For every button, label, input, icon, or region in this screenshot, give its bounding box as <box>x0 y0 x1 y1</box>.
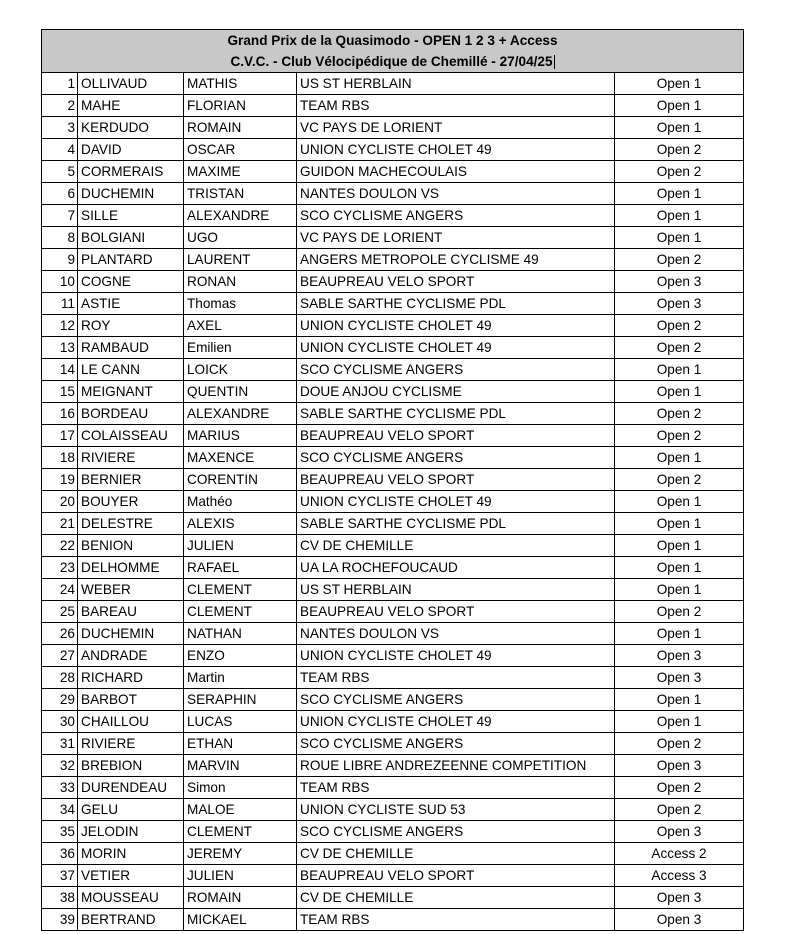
category-cell[interactable]: Open 1 <box>615 491 744 513</box>
rider-number-cell[interactable]: 11 <box>42 293 78 315</box>
header-row-subtitle <box>42 51 744 73</box>
category-cell[interactable]: Open 2 <box>615 139 744 161</box>
category-cell[interactable]: Open 2 <box>615 425 744 447</box>
rider-number-cell[interactable]: 33 <box>42 777 78 799</box>
last-name-cell[interactable]: OLLIVAUD <box>78 73 184 95</box>
table-row <box>42 777 744 799</box>
category-cell[interactable]: Open 1 <box>615 117 744 139</box>
table-row <box>42 183 744 205</box>
first-name-cell[interactable]: MATHIS <box>184 73 297 95</box>
first-name-cell[interactable]: LOICK <box>184 359 297 381</box>
club-cell[interactable]: UNION CYCLISTE CHOLET 49 <box>297 337 615 359</box>
last-name-cell[interactable]: ASTIE <box>78 293 184 315</box>
last-name-cell[interactable]: BREBION <box>78 755 184 777</box>
club-cell[interactable]: US ST HERBLAIN <box>297 73 615 95</box>
category-cell[interactable]: Open 2 <box>615 777 744 799</box>
rider-number-cell[interactable]: 19 <box>42 469 78 491</box>
table-row <box>42 117 744 139</box>
table-row <box>42 821 744 843</box>
first-name-cell[interactable]: ROMAIN <box>184 887 297 909</box>
category-cell[interactable]: Open 2 <box>615 249 744 271</box>
table-row <box>42 403 744 425</box>
category-cell[interactable]: Open 3 <box>615 887 744 909</box>
club-cell[interactable]: SABLE SARTHE CYCLISME PDL <box>297 513 615 535</box>
club-cell[interactable]: GUIDON MACHECOULAIS <box>297 161 615 183</box>
club-cell[interactable]: TEAM RBS <box>297 667 615 689</box>
club-cell[interactable]: SCO CYCLISME ANGERS <box>297 821 615 843</box>
last-name-cell[interactable]: MEIGNANT <box>78 381 184 403</box>
last-name-cell[interactable]: PLANTARD <box>78 249 184 271</box>
club-cell[interactable]: VC PAYS DE LORIENT <box>297 117 615 139</box>
rider-number-cell[interactable]: 37 <box>42 865 78 887</box>
last-name-cell[interactable]: JELODIN <box>78 821 184 843</box>
rider-number-cell[interactable]: 25 <box>42 601 78 623</box>
first-name-cell[interactable]: QUENTIN <box>184 381 297 403</box>
first-name-cell[interactable]: UGO <box>184 227 297 249</box>
club-cell[interactable]: TEAM RBS <box>297 95 615 117</box>
last-name-cell[interactable]: CORMERAIS <box>78 161 184 183</box>
first-name-cell[interactable]: CLEMENT <box>184 601 297 623</box>
club-cell[interactable]: CV DE CHEMILLE <box>297 535 615 557</box>
table-row <box>42 667 744 689</box>
first-name-cell[interactable]: ALEXANDRE <box>184 403 297 425</box>
last-name-cell[interactable]: RIVIERE <box>78 733 184 755</box>
club-cell[interactable]: SABLE SARTHE CYCLISME PDL <box>297 403 615 425</box>
category-cell[interactable]: Open 3 <box>615 293 744 315</box>
category-cell[interactable]: Access 2 <box>615 843 744 865</box>
last-name-cell[interactable]: COGNE <box>78 271 184 293</box>
last-name-cell[interactable]: CHAILLOU <box>78 711 184 733</box>
table-row <box>42 491 744 513</box>
club-cell[interactable]: SCO CYCLISME ANGERS <box>297 733 615 755</box>
table-row <box>42 293 744 315</box>
category-cell[interactable]: Open 2 <box>615 799 744 821</box>
sheet-subtitle-cell[interactable] <box>42 51 744 73</box>
last-name-cell[interactable]: DUCHEMIN <box>78 623 184 645</box>
first-name-cell[interactable]: SERAPHIN <box>184 689 297 711</box>
club-cell[interactable]: BEAUPREAU VELO SPORT <box>297 425 615 447</box>
club-cell[interactable]: BEAUPREAU VELO SPORT <box>297 271 615 293</box>
rider-number-cell[interactable]: 8 <box>42 227 78 249</box>
first-name-cell[interactable]: CORENTIN <box>184 469 297 491</box>
category-cell[interactable]: Access 3 <box>615 865 744 887</box>
first-name-cell[interactable]: ETHAN <box>184 733 297 755</box>
rider-number-cell[interactable]: 1 <box>42 73 78 95</box>
category-cell[interactable]: Open 3 <box>615 755 744 777</box>
last-name-cell[interactable]: BORDEAU <box>78 403 184 425</box>
text-cursor <box>554 55 555 69</box>
club-cell[interactable]: CV DE CHEMILLE <box>297 843 615 865</box>
category-cell[interactable]: Open 2 <box>615 469 744 491</box>
table-row <box>42 689 744 711</box>
first-name-cell[interactable]: MAXIME <box>184 161 297 183</box>
rider-number-cell[interactable]: 5 <box>42 161 78 183</box>
table-row <box>42 887 744 909</box>
table-row <box>42 359 744 381</box>
category-cell[interactable]: Open 1 <box>615 623 744 645</box>
club-cell[interactable]: TEAM RBS <box>297 909 615 931</box>
table-row <box>42 205 744 227</box>
first-name-cell[interactable]: MARVIN <box>184 755 297 777</box>
rider-number-cell[interactable]: 13 <box>42 337 78 359</box>
first-name-cell[interactable]: TRISTAN <box>184 183 297 205</box>
last-name-cell[interactable]: BOLGIANI <box>78 227 184 249</box>
table-row <box>42 513 744 535</box>
last-name-cell[interactable]: DELESTRE <box>78 513 184 535</box>
table-row <box>42 381 744 403</box>
category-cell[interactable]: Open 1 <box>615 579 744 601</box>
rider-number-cell[interactable]: 28 <box>42 667 78 689</box>
category-cell[interactable]: Open 1 <box>615 513 744 535</box>
last-name-cell[interactable]: BERNIER <box>78 469 184 491</box>
first-name-cell[interactable]: JEREMY <box>184 843 297 865</box>
rider-number-cell[interactable]: 24 <box>42 579 78 601</box>
rider-number-cell[interactable]: 6 <box>42 183 78 205</box>
category-cell[interactable]: Open 3 <box>615 645 744 667</box>
table-row <box>42 425 744 447</box>
rider-number-cell[interactable]: 17 <box>42 425 78 447</box>
category-cell[interactable]: Open 2 <box>615 601 744 623</box>
rider-number-cell[interactable]: 18 <box>42 447 78 469</box>
rider-number-cell[interactable]: 27 <box>42 645 78 667</box>
first-name-cell[interactable]: CLEMENT <box>184 579 297 601</box>
table-row <box>42 711 744 733</box>
table-row <box>42 865 744 887</box>
last-name-cell[interactable]: GELU <box>78 799 184 821</box>
rider-number-cell[interactable]: 16 <box>42 403 78 425</box>
table-row <box>42 579 744 601</box>
rider-number-cell[interactable]: 14 <box>42 359 78 381</box>
table-row <box>42 447 744 469</box>
first-name-cell[interactable]: AXEL <box>184 315 297 337</box>
last-name-cell[interactable]: BARBOT <box>78 689 184 711</box>
category-cell[interactable]: Open 3 <box>615 667 744 689</box>
rider-number-cell[interactable]: 9 <box>42 249 78 271</box>
rider-number-cell[interactable]: 34 <box>42 799 78 821</box>
rider-number-cell[interactable]: 38 <box>42 887 78 909</box>
first-name-cell[interactable]: RONAN <box>184 271 297 293</box>
last-name-cell[interactable]: VETIER <box>78 865 184 887</box>
last-name-cell[interactable]: MORIN <box>78 843 184 865</box>
last-name-cell[interactable]: WEBER <box>78 579 184 601</box>
first-name-cell[interactable]: LUCAS <box>184 711 297 733</box>
club-cell[interactable]: UNION CYCLISTE CHOLET 49 <box>297 139 615 161</box>
rider-number-cell[interactable]: 23 <box>42 557 78 579</box>
category-cell[interactable]: Open 3 <box>615 909 744 931</box>
spreadsheet <box>41 29 743 931</box>
table-row <box>42 469 744 491</box>
club-cell[interactable]: SCO CYCLISME ANGERS <box>297 205 615 227</box>
club-cell[interactable]: SABLE SARTHE CYCLISME PDL <box>297 293 615 315</box>
club-cell[interactable]: BEAUPREAU VELO SPORT <box>297 865 615 887</box>
last-name-cell[interactable]: BAREAU <box>78 601 184 623</box>
last-name-cell[interactable]: COLAISSEAU <box>78 425 184 447</box>
first-name-cell[interactable]: ENZO <box>184 645 297 667</box>
club-cell[interactable]: SCO CYCLISME ANGERS <box>297 447 615 469</box>
first-name-cell[interactable]: ROMAIN <box>184 117 297 139</box>
first-name-cell[interactable]: RAFAEL <box>184 557 297 579</box>
category-cell[interactable]: Open 3 <box>615 271 744 293</box>
first-name-cell[interactable]: Emilien <box>184 337 297 359</box>
table-row <box>42 161 744 183</box>
category-cell[interactable]: Open 1 <box>615 359 744 381</box>
rider-number-cell[interactable]: 31 <box>42 733 78 755</box>
last-name-cell[interactable]: ROY <box>78 315 184 337</box>
category-cell[interactable]: Open 2 <box>615 337 744 359</box>
rider-number-cell[interactable]: 20 <box>42 491 78 513</box>
category-cell[interactable]: Open 1 <box>615 689 744 711</box>
rider-number-cell[interactable]: 15 <box>42 381 78 403</box>
table-row <box>42 95 744 117</box>
first-name-cell[interactable]: Mathéo <box>184 491 297 513</box>
category-cell[interactable]: Open 3 <box>615 821 744 843</box>
rider-number-cell[interactable]: 36 <box>42 843 78 865</box>
first-name-cell[interactable]: MALOE <box>184 799 297 821</box>
last-name-cell[interactable]: DUCHEMIN <box>78 183 184 205</box>
category-cell[interactable]: Open 1 <box>615 73 744 95</box>
club-cell[interactable]: ROUE LIBRE ANDREZEENNE COMPETITION <box>297 755 615 777</box>
first-name-cell[interactable]: Martin <box>184 667 297 689</box>
rider-number-cell[interactable]: 12 <box>42 315 78 337</box>
last-name-cell[interactable]: BERTRAND <box>78 909 184 931</box>
first-name-cell[interactable]: JULIEN <box>184 865 297 887</box>
category-cell[interactable]: Open 1 <box>615 381 744 403</box>
table-row <box>42 843 744 865</box>
rider-number-cell[interactable]: 35 <box>42 821 78 843</box>
club-cell[interactable]: UNION CYCLISTE CHOLET 49 <box>297 645 615 667</box>
first-name-cell[interactable]: MARIUS <box>184 425 297 447</box>
club-cell[interactable]: BEAUPREAU VELO SPORT <box>297 601 615 623</box>
sheet-subtitle: C.V.C. - Club Vélocipédique de Chemillé - 27/04/25 <box>230 54 553 69</box>
rider-number-cell[interactable]: 21 <box>42 513 78 535</box>
last-name-cell[interactable]: DELHOMME <box>78 557 184 579</box>
first-name-cell[interactable]: MAXENCE <box>184 447 297 469</box>
first-name-cell[interactable]: NATHAN <box>184 623 297 645</box>
table-row <box>42 799 744 821</box>
rider-number-cell[interactable]: 10 <box>42 271 78 293</box>
club-cell[interactable]: SCO CYCLISME ANGERS <box>297 359 615 381</box>
category-cell[interactable]: Open 1 <box>615 711 744 733</box>
rider-number-cell[interactable]: 22 <box>42 535 78 557</box>
table-row <box>42 249 744 271</box>
club-cell[interactable]: SCO CYCLISME ANGERS <box>297 689 615 711</box>
table-row <box>42 315 744 337</box>
category-cell[interactable]: Open 1 <box>615 95 744 117</box>
first-name-cell[interactable]: Thomas <box>184 293 297 315</box>
first-name-cell[interactable]: Simon <box>184 777 297 799</box>
first-name-cell[interactable]: ALEXANDRE <box>184 205 297 227</box>
club-cell[interactable]: NANTES DOULON VS <box>297 623 615 645</box>
last-name-cell[interactable]: RICHARD <box>78 667 184 689</box>
last-name-cell[interactable]: RIVIERE <box>78 447 184 469</box>
club-cell[interactable]: DOUE ANJOU CYCLISME <box>297 381 615 403</box>
rider-number-cell[interactable]: 39 <box>42 909 78 931</box>
table-row <box>42 535 744 557</box>
first-name-cell[interactable]: JULIEN <box>184 535 297 557</box>
rider-number-cell[interactable]: 29 <box>42 689 78 711</box>
club-cell[interactable]: UNION CYCLISTE CHOLET 49 <box>297 491 615 513</box>
table-row <box>42 623 744 645</box>
last-name-cell[interactable]: BOUYER <box>78 491 184 513</box>
first-name-cell[interactable]: LAURENT <box>184 249 297 271</box>
category-cell[interactable]: Open 1 <box>615 183 744 205</box>
category-cell[interactable]: Open 1 <box>615 447 744 469</box>
category-cell[interactable]: Open 1 <box>615 205 744 227</box>
club-cell[interactable]: BEAUPREAU VELO SPORT <box>297 469 615 491</box>
table-row <box>42 755 744 777</box>
category-cell[interactable]: Open 2 <box>615 161 744 183</box>
first-name-cell[interactable]: ALEXIS <box>184 513 297 535</box>
last-name-cell[interactable]: RAMBAUD <box>78 337 184 359</box>
table-row <box>42 337 744 359</box>
table-row <box>42 557 744 579</box>
club-cell[interactable]: ANGERS METROPOLE CYCLISME 49 <box>297 249 615 271</box>
last-name-cell[interactable]: KERDUDO <box>78 117 184 139</box>
category-cell[interactable]: Open 1 <box>615 227 744 249</box>
last-name-cell[interactable]: BENION <box>78 535 184 557</box>
table-row <box>42 139 744 161</box>
category-cell[interactable]: Open 1 <box>615 535 744 557</box>
club-cell[interactable]: US ST HERBLAIN <box>297 579 615 601</box>
rider-number-cell[interactable]: 7 <box>42 205 78 227</box>
table-row <box>42 73 744 95</box>
rider-number-cell[interactable]: 30 <box>42 711 78 733</box>
table-row <box>42 909 744 931</box>
category-cell[interactable]: Open 2 <box>615 403 744 425</box>
last-name-cell[interactable]: DURENDEAU <box>78 777 184 799</box>
sheet-title[interactable]: Grand Prix de la Quasimodo - OPEN 1 2 3 + Access <box>42 30 744 52</box>
rider-number-cell[interactable]: 26 <box>42 623 78 645</box>
club-cell[interactable]: UNION CYCLISTE CHOLET 49 <box>297 711 615 733</box>
last-name-cell[interactable]: SILLE <box>78 205 184 227</box>
club-cell[interactable]: VC PAYS DE LORIENT <box>297 227 615 249</box>
category-cell[interactable]: Open 2 <box>615 733 744 755</box>
club-cell[interactable]: UNION CYCLISTE SUD 53 <box>297 799 615 821</box>
table-row <box>42 733 744 755</box>
rider-number-cell[interactable]: 3 <box>42 117 78 139</box>
club-cell[interactable]: CV DE CHEMILLE <box>297 887 615 909</box>
entry-list-table <box>41 29 744 931</box>
first-name-cell[interactable]: CLEMENT <box>184 821 297 843</box>
header-row-title <box>42 30 744 52</box>
club-cell[interactable]: NANTES DOULON VS <box>297 183 615 205</box>
table-row <box>42 227 744 249</box>
rider-number-cell[interactable]: 4 <box>42 139 78 161</box>
table-row <box>42 601 744 623</box>
club-cell[interactable]: TEAM RBS <box>297 777 615 799</box>
category-cell[interactable]: Open 2 <box>615 315 744 337</box>
first-name-cell[interactable]: MICKAEL <box>184 909 297 931</box>
rider-number-cell[interactable]: 32 <box>42 755 78 777</box>
last-name-cell[interactable]: DAVID <box>78 139 184 161</box>
last-name-cell[interactable]: ANDRADE <box>78 645 184 667</box>
first-name-cell[interactable]: OSCAR <box>184 139 297 161</box>
rider-number-cell[interactable]: 2 <box>42 95 78 117</box>
first-name-cell[interactable]: FLORIAN <box>184 95 297 117</box>
table-row <box>42 271 744 293</box>
last-name-cell[interactable]: MAHE <box>78 95 184 117</box>
club-cell[interactable]: UNION CYCLISTE CHOLET 49 <box>297 315 615 337</box>
club-cell[interactable]: UA LA ROCHEFOUCAUD <box>297 557 615 579</box>
last-name-cell[interactable]: LE CANN <box>78 359 184 381</box>
last-name-cell[interactable]: MOUSSEAU <box>78 887 184 909</box>
table-row <box>42 645 744 667</box>
category-cell[interactable]: Open 1 <box>615 557 744 579</box>
